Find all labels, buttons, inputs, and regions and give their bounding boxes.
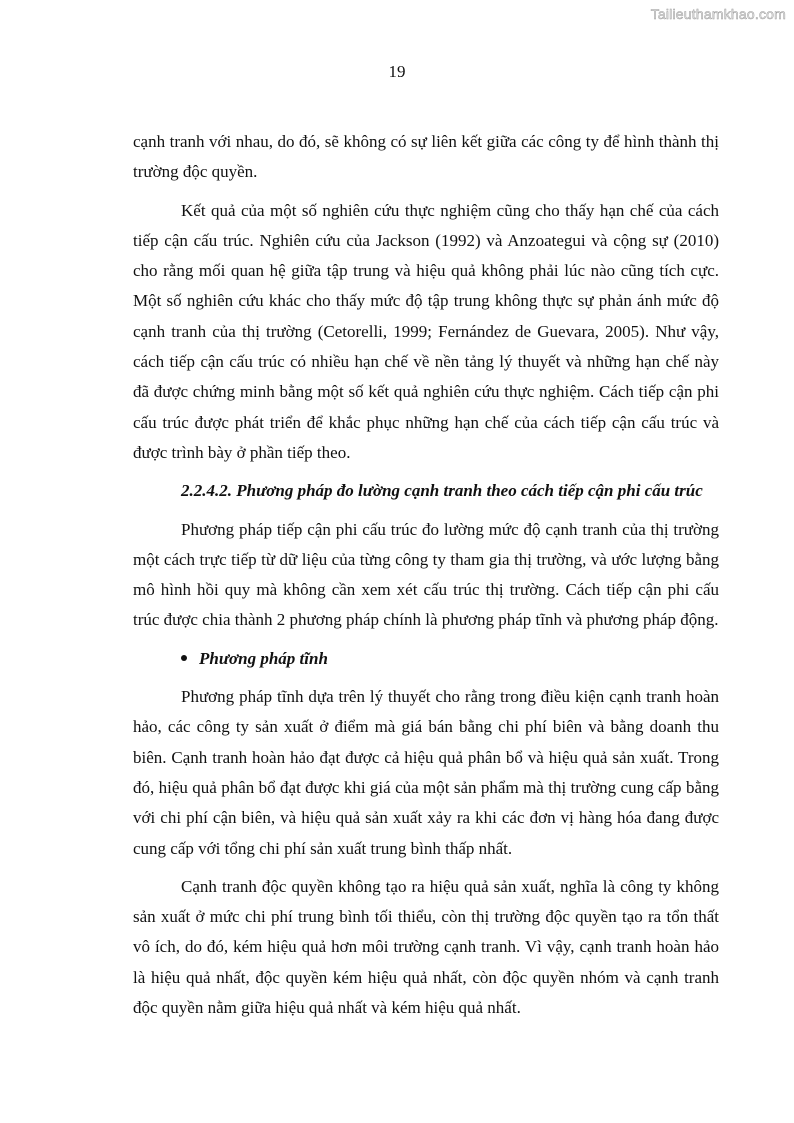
bullet-label: Phương pháp tĩnh [199,648,328,668]
text-line: cung cấp với tổng chi phí sản xuất trung bình thấp nhất. [133,838,513,858]
paragraph-structural-limitations [133,196,719,469]
watermark: Tailieuthamkhao.com [650,6,786,22]
paragraph-static-method [133,682,719,864]
bullet-item [133,644,719,674]
text-line: cạnh tranh của thị trường (Cetorelli, 1999; Fernández de Guevara, 2005). Như vậy, [133,321,719,341]
paragraph-non-structural-intro [133,515,719,636]
text-line: đã được chứng minh bằng một số kết quả nghiên cứu thực nghiệm. Cách tiếp cận phi [133,382,719,402]
document-body [133,127,719,1023]
text-line: được trình bày ở phần tiếp theo. [133,442,351,462]
text-line: độc quyền nằm giữa hiệu quả nhất và kém hiệu quả nhất. [133,998,521,1018]
text-line: đó, hiệu quả phân bổ đạt được khi giá của một sản phẩm mà thị trường cung cấp bằng [133,777,719,797]
text-line: vô ích, do đó, kém hiệu quả hơn môi trường cạnh tranh. Vì vậy, cạnh tranh hoàn hảo [133,937,719,957]
section-heading: 2.2.4.2. Phương pháp đo lường cạnh tranh theo cách tiếp cận phi cấu trúc [181,481,703,501]
text-line: một cách trực tiếp từ dữ liệu của từng công ty tham gia thị trường, và ước lượng bằng [133,549,719,569]
text-line: cạnh tranh với nhau, do đó, sẽ không có sự liên kết giữa các công ty để hình thành thị [133,132,719,151]
paragraph-continuation [133,127,719,188]
text-line: Cạnh tranh độc quyền không tạo ra hiệu quả sản xuất, nghĩa là công ty không [181,876,719,896]
text-line: là hiệu quả nhất, độc quyền kém hiệu quả nhất, còn độc quyền nhóm và cạnh tranh [133,967,719,987]
text-line: trúc được chia thành 2 phương pháp chính là phương pháp tĩnh và phương pháp động. [133,610,719,630]
text-line: cách tiếp cận cấu trúc có nhiều hạn chế về nền tảng lý thuyết và những hạn chế này [133,352,719,372]
text-line: cấu trúc được phát triển để khắc phục những hạn chế của cách tiếp cận cấu trúc và [133,412,719,432]
text-line: Phương pháp tiếp cận phi cấu trúc đo lường mức độ cạnh tranh của thị trường [181,519,719,539]
text-line: với chi phí cận biên, và hiệu quả sản xuất xảy ra khi các đơn vị hàng hóa đang được [133,808,719,828]
text-line: cho rằng mối quan hệ giữa tập trung và hiệu quả không phải lúc nào cũng tích cực. [133,261,719,281]
text-line: mô hình hồi quy mà không cần xem xét cấu trúc thị trường. Cách tiếp cận phi cấu [133,580,719,600]
bullet-icon [181,655,187,661]
paragraph-monopolistic-competition [133,872,719,1023]
text-line: hảo, các công ty sản xuất ở điểm mà giá bán bằng chi phí biên và bằng doanh thu [133,717,719,737]
text-line: biên. Cạnh tranh hoàn hảo đạt được cả hiệu quả phân bổ và hiệu quả sản xuất. Trong [133,747,719,767]
text-line: Phương pháp tĩnh dựa trên lý thuyết cho rằng trong điều kiện cạnh tranh hoàn [181,687,719,707]
text-line: tiếp cận cấu trúc. Nghiên cứu của Jackson (1992) và Anzoategui và cộng sự (2010) [133,230,719,250]
text-line: Kết quả của một số nghiên cứu thực nghiệm cũng cho thấy hạn chế của cách [181,200,719,220]
text-line: Một số nghiên cứu khác cho thấy mức độ tập trung không thực sự phản ánh mức độ [133,291,719,311]
text-line: trường độc quyền. [133,162,258,182]
page-number: 19 [388,62,406,81]
text-line: sản xuất ở mức chi phí trung bình tối thiểu, còn thị trường độc quyền tạo ra tổn thất [133,907,719,927]
